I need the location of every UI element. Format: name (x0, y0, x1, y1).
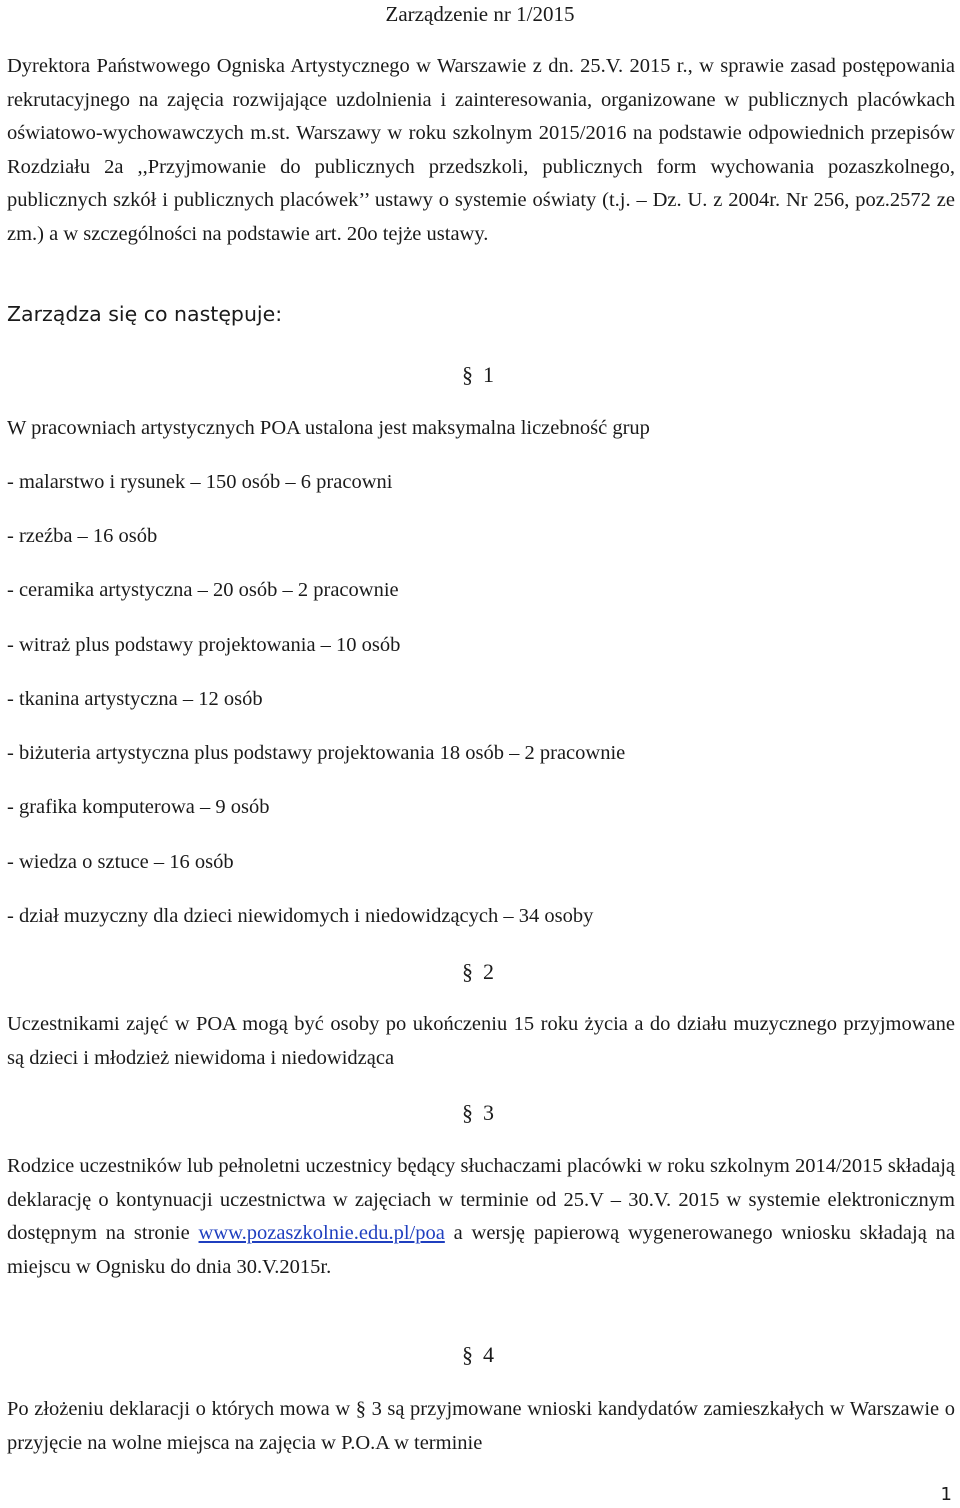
section-symbol: § (462, 959, 473, 984)
section-symbol: § (462, 1342, 473, 1367)
list-item: - ceramika artystyczna – 20 osób – 2 pracownie (7, 579, 399, 601)
section-number: 2 (483, 959, 494, 984)
list-item: - malarstwo i rysunek – 150 osób – 6 pracowni (7, 471, 393, 493)
list-item: - biżuteria artystyczna plus podstawy projektowania 18 osób – 2 pracownie (7, 742, 626, 764)
section-heading-1 (462, 360, 494, 390)
page-number: 1 (940, 1484, 952, 1505)
section1-lead: W pracowniach artystycznych POA ustalona jest maksymalna liczebność grup (7, 417, 650, 439)
section-heading-3 (462, 1098, 494, 1128)
section-heading-4 (462, 1340, 494, 1370)
order-line: Zarządza się co następuje: (7, 302, 283, 326)
document-title: Zarządzenie nr 1/2015 (385, 2, 575, 26)
list-item: - witraż plus podstawy projektowania – 10 osób (7, 634, 401, 656)
intro-paragraph: Dyrektora Państwowego Ogniska Artystycznego w Warszawie z dn. 25.V. 2015 r., w sprawie zasad postępowania rekrutacyjnego na zajęcia rozwijające uzdolnienia i zainteresowania, organizowane w publicznych placówkach oświatowo-wychowawczych m.st. Warszawy w roku szkolnym 2015/2016 na podstawie odpowiednich przepisów Rozdziału 2a ,,Przyjmowanie do publicznych przedszkoli, publicznych form wychowania pozaszkolnego, publicznych szkół i publicznych placówek’’ ustawy o systemie oświaty (t.j. – Dz. U. z 2004r. Nr 256, poz.2572 ze zm.) a w szczególności na podstawie art. 20o tejże ustawy. (7, 55, 955, 245)
section-number: 1 (483, 362, 494, 387)
section3-text-end: a wersję papierową wygenerowanego wniosku składają na miejscu w Ognisku do dnia 30.V.2015r. (7, 1222, 955, 1278)
list-item: - wiedza o sztuce – 16 osób (7, 851, 234, 873)
section3-paragraph (7, 1150, 955, 1284)
section-number: 4 (483, 1342, 494, 1367)
section-symbol: § (462, 1100, 473, 1125)
poa-website-link[interactable]: www.pozaszkolnie.edu.pl/poa (198, 1222, 445, 1244)
section4-paragraph: Po złożeniu deklaracji o których mowa w § 3 są przyjmowane wnioski kandydatów zamieszkałych w Warszawie o przyjęcie na wolne miejsca na zajęcia w P.O.A w terminie (7, 1398, 955, 1454)
list-item: - dział muzyczny dla dzieci niewidomych i niedowidzących – 34 osoby (7, 905, 594, 927)
list-item: - tkanina artystyczna – 12 osób (7, 688, 263, 710)
section-symbol: § (462, 362, 473, 387)
section2-paragraph: Uczestnikami zajęć w POA mogą być osoby po ukończeniu 15 roku życia a do działu muzycznego przyjmowane są dzieci i młodzież niewidoma i niedowidząca (7, 1013, 955, 1069)
section-heading-2 (462, 957, 494, 987)
list-item: - rzeźba – 16 osób (7, 525, 158, 547)
section3-text: Rodzice uczestników lub pełnoletni uczestnicy będący słuchaczami placówki w roku szkolnym 2014/2015 składają deklarację o kontynuacji uczestnictwa w zajęciach w terminie od 25.V – 30.V. 2015 w systemie elektronicznym dostępnym na stronie (7, 1155, 955, 1244)
list-item: - grafika komputerowa – 9 osób (7, 796, 270, 818)
section-number: 3 (483, 1100, 494, 1125)
